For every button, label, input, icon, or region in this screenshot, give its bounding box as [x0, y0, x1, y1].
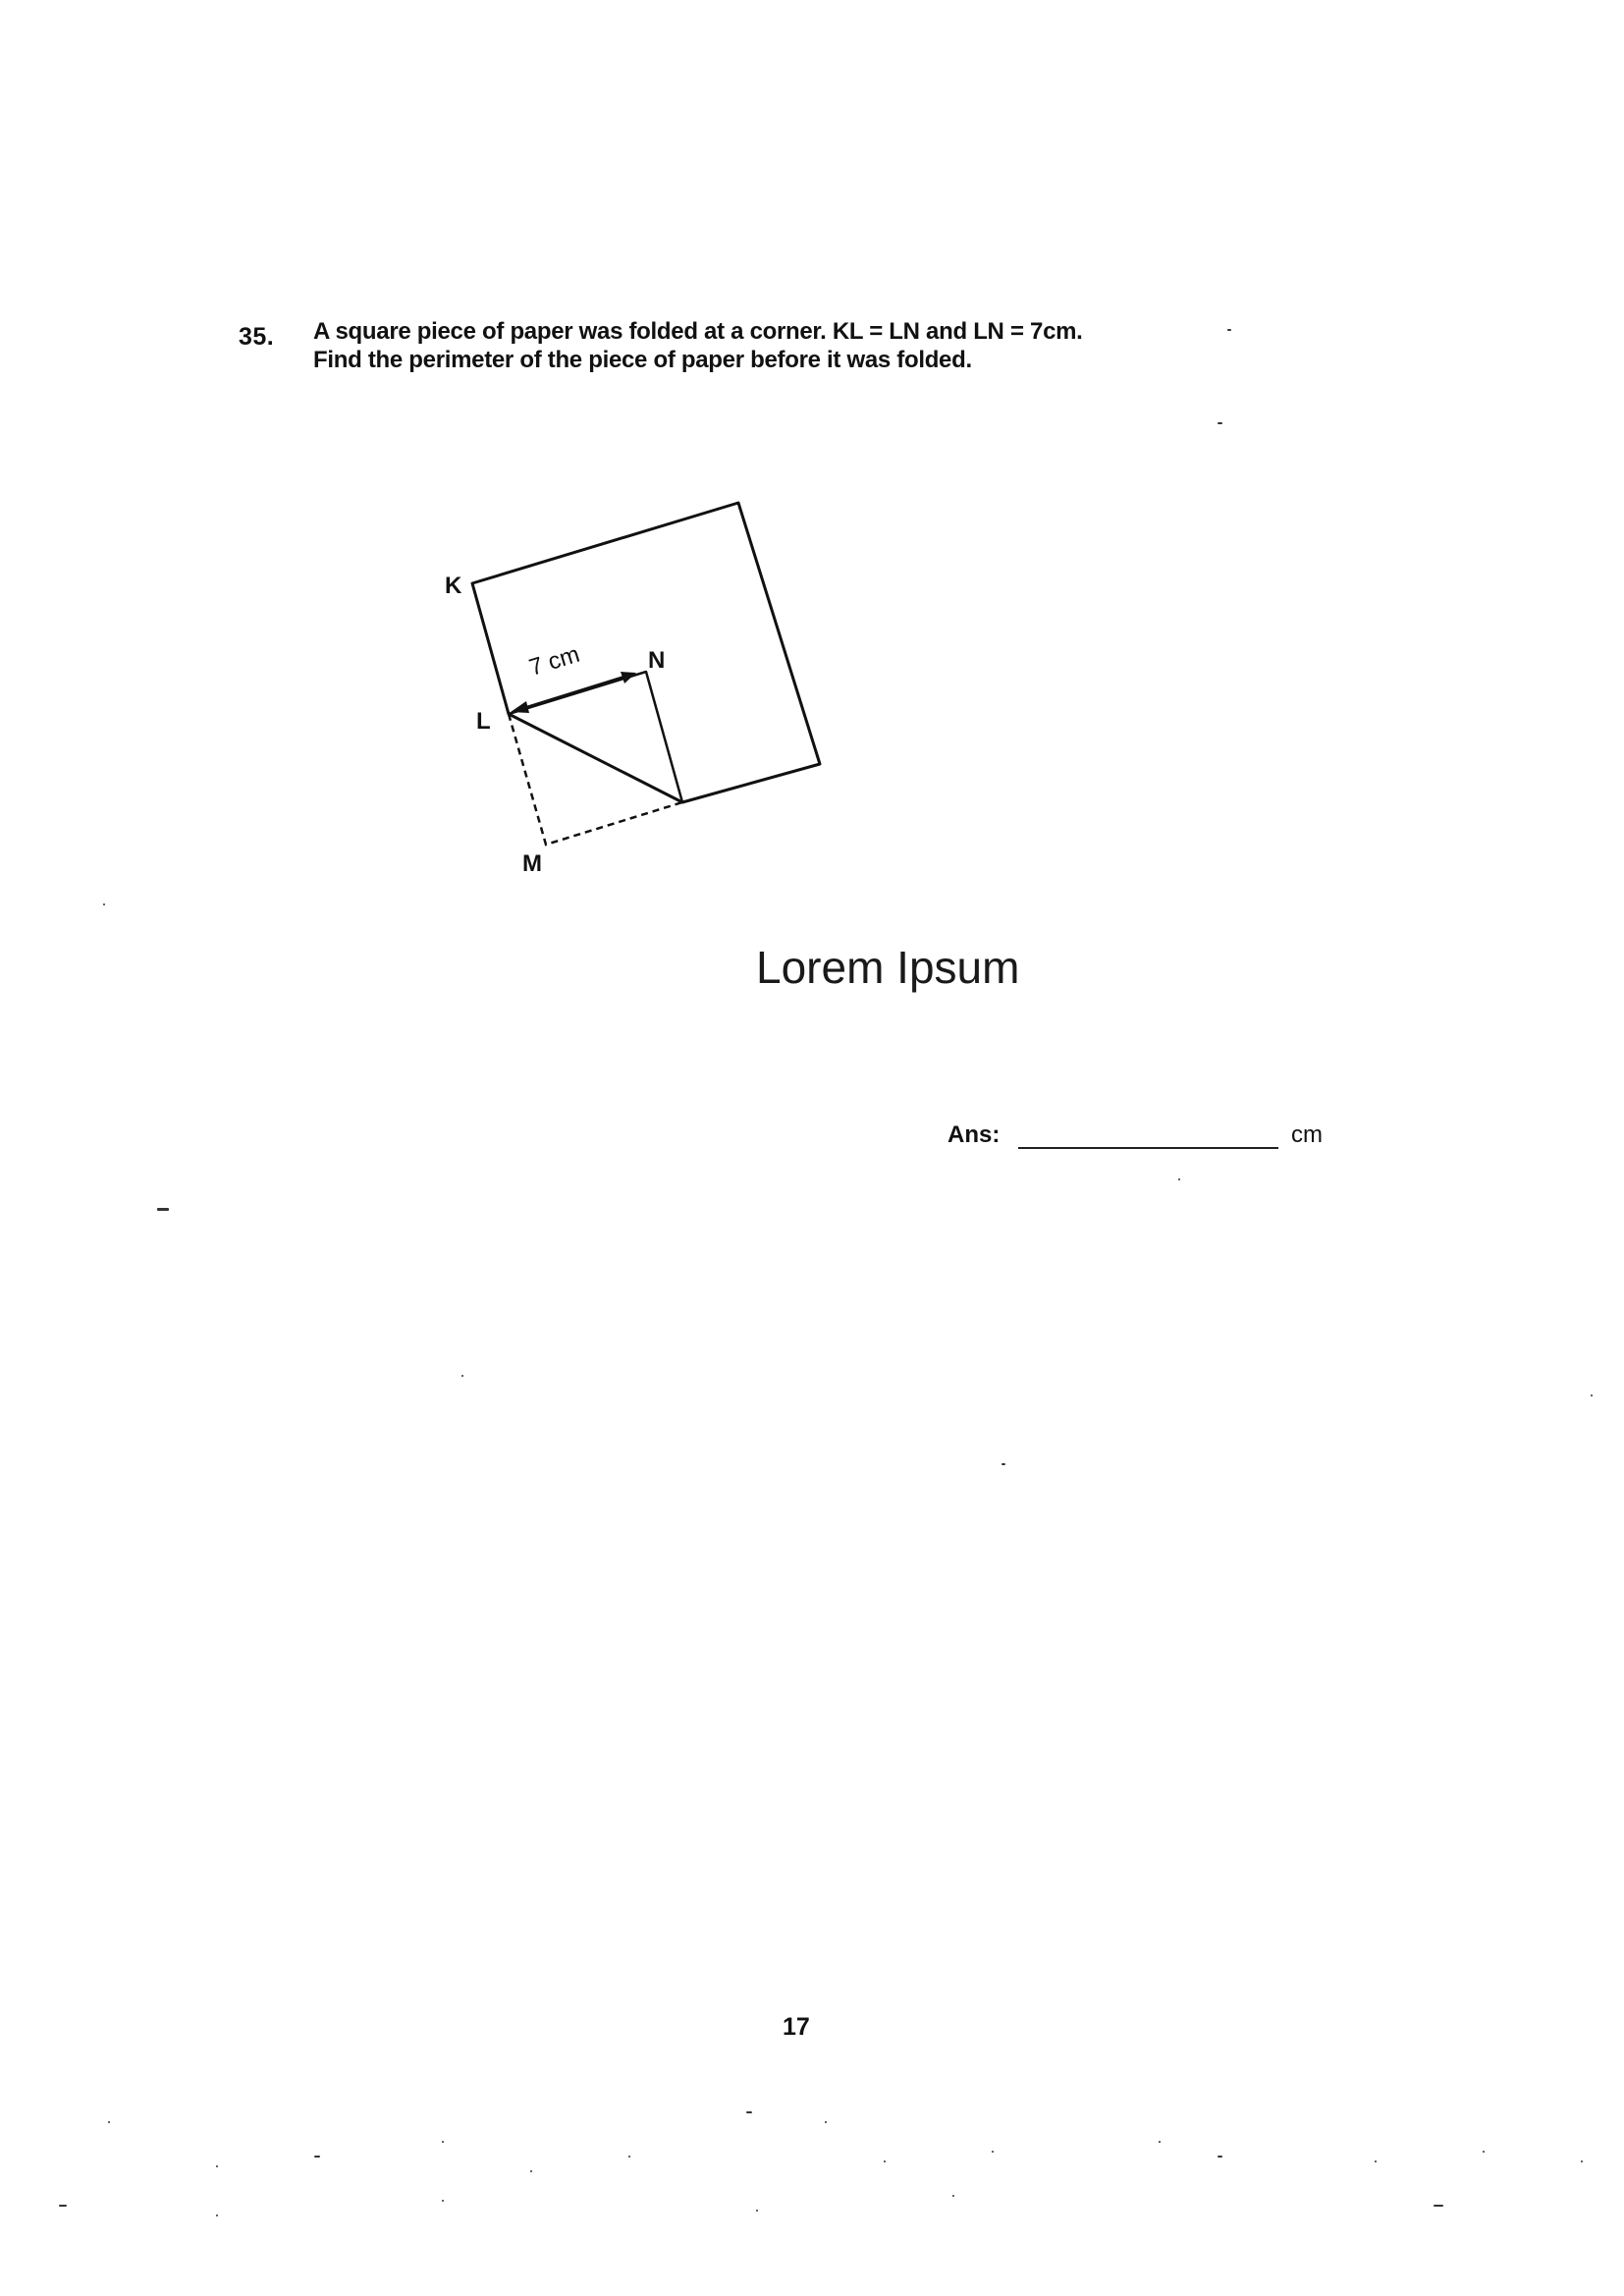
scan-speck	[108, 2121, 110, 2123]
scan-speck	[1483, 2151, 1485, 2153]
scan-speck	[1375, 2160, 1377, 2162]
answer-blank-line[interactable]	[1018, 1147, 1278, 1149]
question-line-1: A square piece of paper was folded at a corner. KL = LN and LN = 7cm.	[313, 318, 1083, 345]
scan-speck	[1434, 2205, 1443, 2207]
scan-speck	[1227, 329, 1231, 331]
scan-speck	[103, 903, 105, 905]
folded-flap-triangle	[509, 672, 682, 802]
scan-speck	[1591, 1394, 1593, 1396]
answer-unit: cm	[1291, 1121, 1323, 1148]
measure-label: 7 cm	[525, 640, 583, 682]
scan-speck	[59, 2205, 67, 2207]
page-number: 17	[783, 2013, 810, 2041]
scan-speck	[992, 2151, 994, 2153]
scan-speck	[746, 2111, 752, 2113]
measure-arrowhead-left	[511, 701, 529, 713]
scan-speck	[157, 1208, 169, 1211]
scan-speck	[1159, 2141, 1161, 2143]
folded-paper-outline	[472, 503, 820, 802]
scan-speck	[825, 2121, 827, 2123]
scan-speck	[216, 2214, 218, 2216]
question-number: 35.	[239, 323, 275, 351]
overlay-text: Lorem Ipsum	[756, 942, 1020, 993]
scan-speck	[461, 1375, 463, 1377]
scan-speck	[314, 2156, 320, 2158]
scan-speck	[628, 2156, 630, 2158]
scan-speck	[216, 2165, 218, 2167]
answer-label: Ans:	[947, 1121, 1001, 1148]
label-m: M	[522, 850, 542, 877]
question-line-2: Find the perimeter of the piece of paper before it was folded.	[313, 347, 972, 373]
measure-arrowhead-right	[621, 672, 636, 683]
label-n: N	[648, 647, 666, 674]
answer-row	[947, 1118, 1360, 1157]
scan-speck	[530, 2170, 532, 2172]
scan-speck	[442, 2200, 444, 2202]
scan-speck	[1001, 1463, 1005, 1465]
measure-arrow-line	[514, 675, 630, 711]
original-corner-dashed-outline	[509, 714, 682, 845]
folded-square-diagram	[412, 481, 844, 894]
scan-speck	[1178, 1178, 1180, 1180]
scan-speck	[952, 2195, 954, 2197]
scan-speck	[1218, 2156, 1222, 2158]
scan-speck	[442, 2141, 444, 2143]
question-text	[313, 317, 1083, 374]
scan-speck	[1581, 2160, 1583, 2162]
label-k: K	[445, 573, 462, 599]
scan-speck	[1218, 422, 1222, 424]
label-l: L	[476, 708, 491, 735]
scan-speck	[884, 2160, 886, 2162]
scan-speck	[756, 2210, 758, 2212]
